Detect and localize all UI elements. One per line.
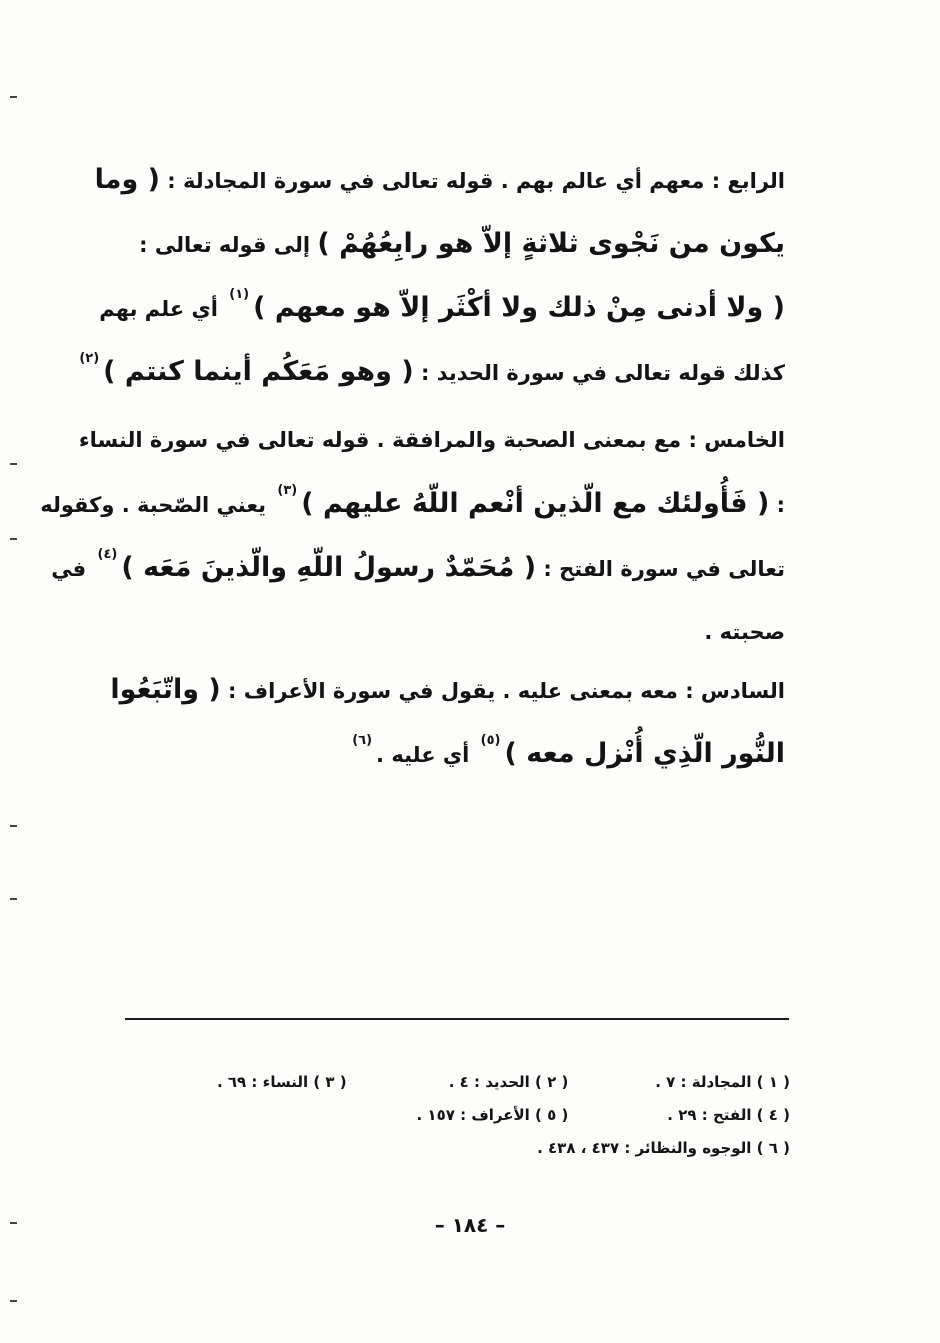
text-line [40, 472, 785, 536]
footnote-marker: (٣) [277, 483, 298, 498]
quran-quote: النُّور الّذِي أُنْزل معه ) [504, 738, 785, 769]
quran-quote: ( فَأُولئك مع الّذين أنْعم اللّهُ عليهم ) [301, 488, 770, 519]
text-line [125, 600, 785, 664]
paragraph-fifth-meaning [40, 408, 785, 664]
footnote-entry [125, 1099, 347, 1132]
footnote-separator-rule [125, 1018, 789, 1020]
margin-mark [10, 463, 17, 465]
prose-text: السادس : معه بمعنى عليه . يقول في سورة الأعراف : [220, 679, 785, 703]
text-line [125, 722, 785, 786]
quran-quote: ( ولا أدنى مِنْ ذلك ولا أكْثَر إلاّ هو معهم ) [253, 292, 785, 323]
footnote-row [125, 1066, 790, 1099]
page-number: – ١٨٤ – [434, 1213, 506, 1237]
footnote-entry: ( ٤ ) الفتح : ٢٩ . [667, 1106, 790, 1124]
margin-mark [10, 538, 17, 540]
footnote-entry: ( ٦ ) الوجوه والنظائر : ٤٣٧ ، ٤٣٨ . [537, 1139, 790, 1157]
quran-quote: ( وما [94, 164, 160, 195]
margin-mark [10, 825, 17, 827]
footnote-marker: (٦) [352, 733, 373, 748]
paragraph-fourth-meaning [79, 148, 785, 404]
prose-text: أي علم بهم [99, 297, 226, 321]
text-line [78, 408, 785, 472]
prose-text: الرابع : معهم أي عالم بهم . قوله تعالى في سورة المجادلة : [160, 169, 785, 193]
paragraph-sixth-meaning [110, 658, 785, 786]
prose-text: كذلك قوله تعالى في سورة الحديد : [413, 361, 785, 385]
footnote-marker: (٢) [79, 351, 100, 366]
prose-text: إلى قوله تعالى : [139, 233, 318, 257]
footnotes-block [125, 1066, 790, 1165]
margin-mark [10, 1222, 17, 1224]
prose-text: : [769, 493, 785, 517]
prose-text: أي عليه . [376, 743, 477, 767]
footnote-entry [125, 1132, 296, 1165]
quran-quote: يكون من نَجْوى ثلاثةٍ إلاّ هو رابِعُهُمْ ) [317, 228, 785, 259]
footnote-marker: (٤) [97, 547, 118, 562]
margin-mark [10, 96, 17, 98]
footnote-row [125, 1099, 790, 1132]
quran-quote: ( مُحَمّدٌ رسولُ اللّهِ والّذينَ مَعَه ) [121, 552, 537, 583]
footnote-entry: ( ١ ) المجادلة : ٧ . [655, 1073, 790, 1091]
prose-text: صحبته . [704, 620, 785, 644]
footnote-entry: ( ٢ ) الحديد : ٤ . [448, 1073, 569, 1091]
text-line [94, 148, 785, 212]
margin-mark [10, 898, 17, 900]
footnote-row [125, 1132, 790, 1165]
text-line [79, 340, 785, 404]
text-line [110, 658, 785, 722]
margin-mark [10, 1300, 17, 1302]
quran-quote: ( وهو مَعَكُم أينما كنتم ) [103, 356, 414, 387]
footnote-entry: ( ٣ ) النساء : ٦٩ . [216, 1073, 347, 1091]
quran-quote: ( واتّبَعُوا [110, 674, 221, 705]
prose-text: تعالى في سورة الفتح : [536, 557, 785, 581]
footnote-entry [296, 1132, 467, 1165]
text-line [99, 276, 785, 340]
prose-text: الخامس : مع بمعنى الصحبة والمرافقة . قوله تعالى في سورة النساء [78, 428, 785, 452]
footnote-marker: (٥) [480, 733, 501, 748]
prose-text: في [51, 557, 94, 581]
footnote-marker: (١) [229, 287, 250, 302]
prose-text: يعني الصّحبة . وكقوله [40, 493, 274, 517]
text-line [51, 536, 785, 600]
text-line [125, 212, 785, 276]
footnote-entry: ( ٥ ) الأعراف : ١٥٧ . [416, 1106, 569, 1124]
